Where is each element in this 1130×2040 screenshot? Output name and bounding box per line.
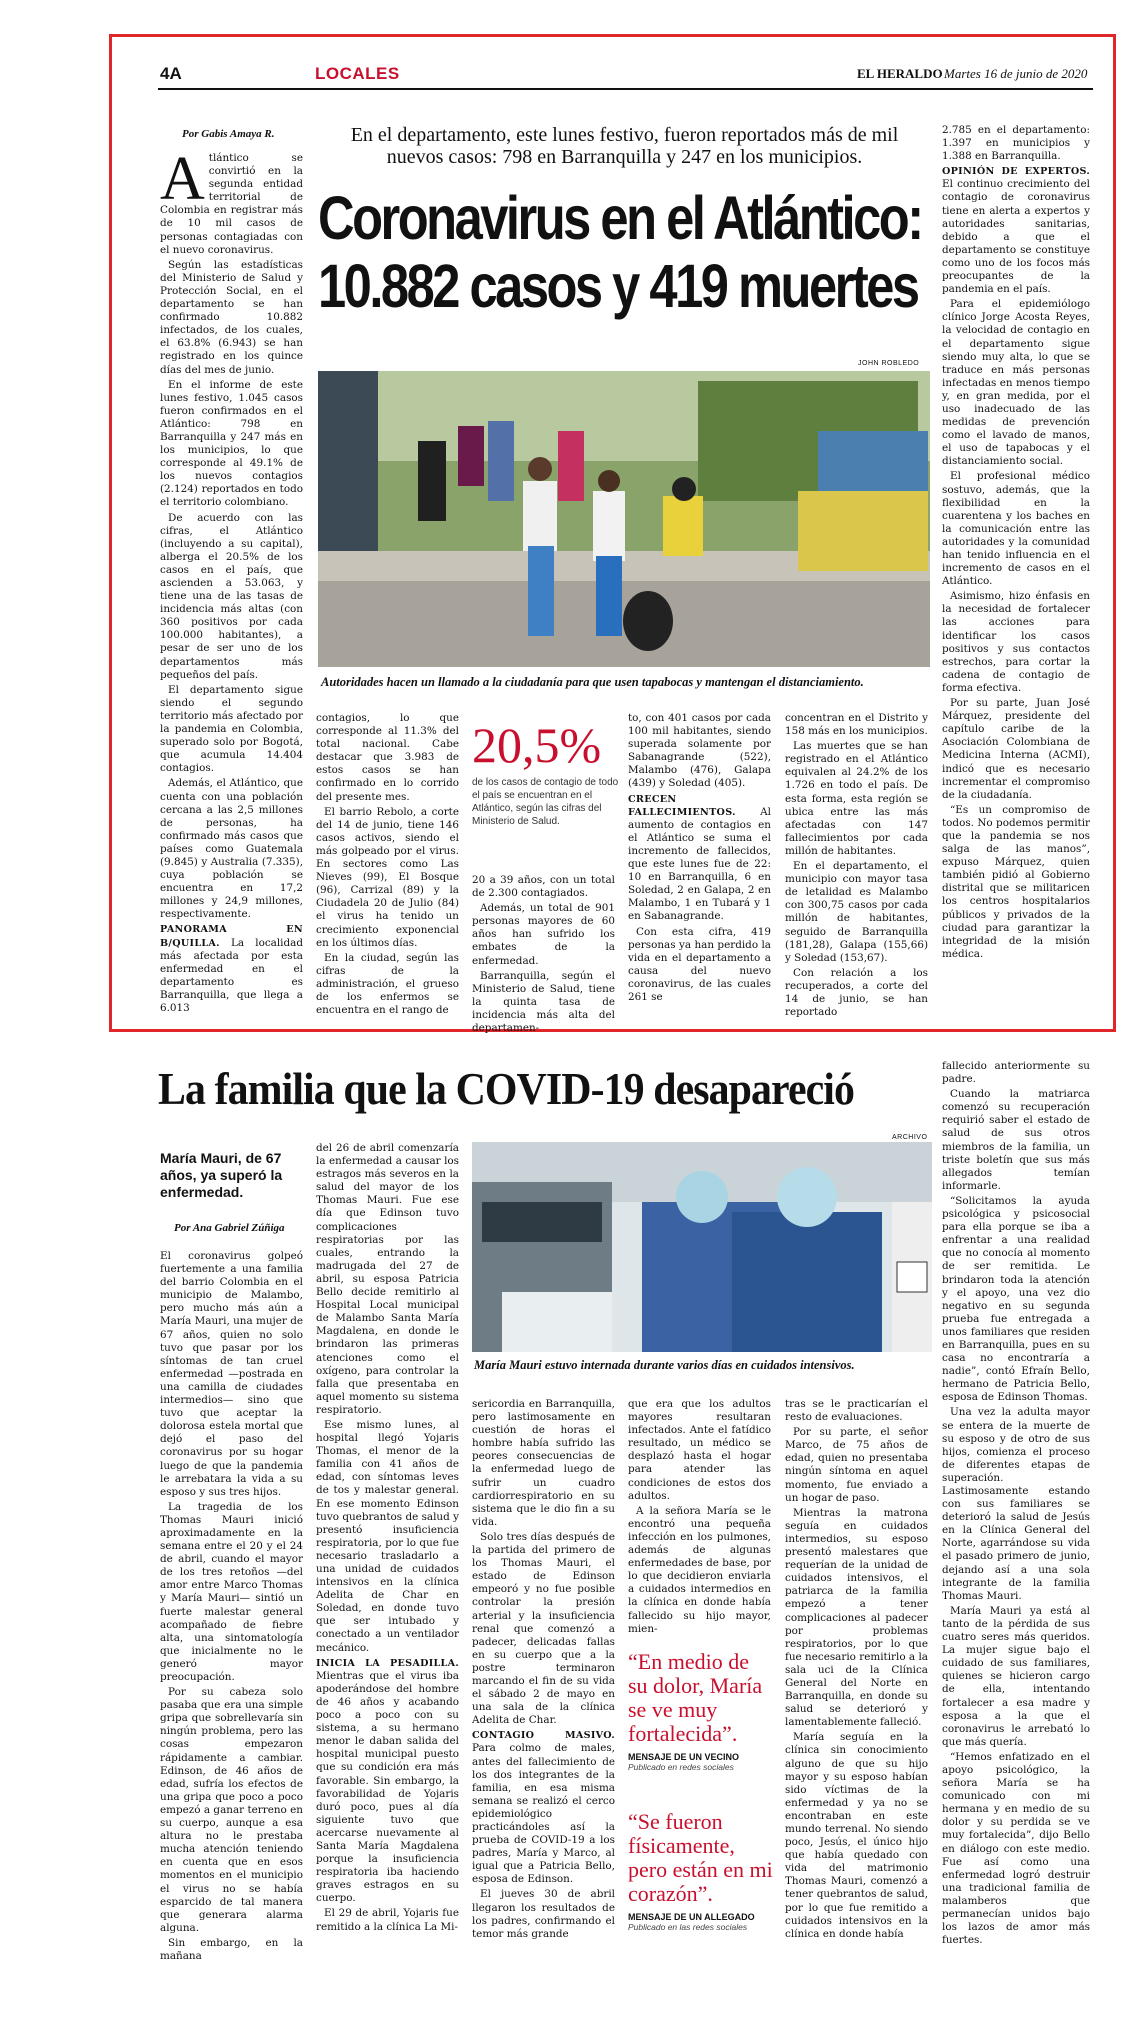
story2-deck: María Mauri, de 67 años, ya superó la enfermedad.	[160, 1150, 283, 1200]
story1-column-4	[628, 712, 771, 1006]
story2-column-1	[160, 1250, 303, 1965]
paragraph: fallecido anteriormente su padre.	[942, 1060, 1090, 1086]
paragraph: Sin embargo, en la mañana	[160, 1936, 303, 1962]
paragraph: que era que los adultos mayores resultaran infectados. Ante el fatídico resultado, un médico se desplazó hasta el hogar para atender las condiciones de estos dos adultos.	[628, 1398, 771, 1502]
page-number: 4A	[160, 64, 182, 83]
story1-column-6	[942, 124, 1090, 963]
dropcap: A	[160, 145, 205, 213]
hospital-photo	[472, 1142, 932, 1352]
paragraph: del 26 de abril comenzaría la enfermedad a causar los estragos más severos en la salud del mayor de los Thomas Mauri. Fue ese día que Edinson tuvo complicaciones respiratorias por las cuales, entrando la madrugada del 27 de abril, su esposa Patricia Bello decide remitirlo al Hospital Local municipal de Malambo Santa María Magdalena, en donde le brindaron las primeras atenciones como el oxígeno, para controlar la falla que presentaba en aquel momento su sistema respiratorio.	[316, 1142, 459, 1416]
paragraph: María Mauri ya está al tanto de la pérdida de sus cuatro seres más queridos. La mujer sigue bajo el cuidado de sus familiares, quienes se hicieron cargo de ella, intentando fortalecer a esa madre y esposa a la que el coronavirus le arrebató lo que más quería.	[942, 1604, 1090, 1748]
street-photo	[318, 371, 930, 667]
paragraph: Ese mismo lunes, al hospital llegó Yojaris Thomas, el menor de la familia con 41 años de edad, con síntomas leves de tos y malestar general. En ese momento Edinson tuvo quebrantos de salud y presentó insuficiencia respiratoria, por lo que fue necesario trasladarlo a una unidad de cuidados intensivos en la clínica Adelita de Char en Soledad, en donde tuvo que ser intubado y conectado a un ventilador mecánico.	[316, 1418, 459, 1654]
paragraph: Asimismo, hizo énfasis en la necesidad de fortalecer las acciones para identificar los casos positivos y sus contactos estrechos, para cortar la cadena de contagio de forma efectiva.	[942, 590, 1090, 694]
paragraph: concentran en el Distrito y 158 más en los municipios.	[785, 712, 928, 738]
stat-value: 20,5%	[472, 717, 602, 773]
stat-description: de los casos de contagio de todo el país se encuentran en el Atlántico, según las cifras del Ministerio de Salud.	[472, 777, 619, 827]
story1-headline	[318, 184, 922, 320]
subhead: CRECEN FALLECIMIENTOS.	[628, 793, 736, 818]
paragraph: Solo tres días después de la partida del primero de los Thomas Mauri, el estado de Edinson empeoró y no fue posible controlar la presión arterial y la insuficiencia renal que comenzó a padecer, delicadas fallas en su cuerpo que a la postre terminaron marcando el fin de su vida el sábado 2 de mayo en una sala de la clínica Adelita de Char.	[472, 1530, 615, 1727]
story2-column-4	[628, 1398, 771, 1638]
paragraph: Mientras la matrona seguía en cuidados intermedios, su esposo presentó malestares que requerían de la unidad de cuidados intensivos, el patriarca de la familia empezó a tener complicaciones al padecer por problemas respiratorios, por lo que fue necesario remitirlo a la sala uci de la Clínica General del Norte en Barranquilla, en donde su salud se deterioró y lamentablemente falleció.	[785, 1506, 928, 1729]
story1-column-1	[160, 145, 304, 1017]
paragraph: El profesional médico sostuvo, además, que la flexibilidad en la cuarentena y los baches en la comunicación entre las autoridades y la comunidad han tenido influencia en el incremento de casos en el Atlántico.	[942, 470, 1090, 588]
headline-line-1: Coronavirus en el Atlántico:	[318, 184, 922, 252]
photo-caption-2: María Mauri estuvo internada durante varios días en cuidados intensivos.	[474, 1358, 855, 1372]
paragraph: A la señora María se le encontró una pequeña infección en los pulmones, además de algunas enfermedades de base, por lo que decidieron enviarla a cuidados intermedios en la clínica en donde había fallecido su hijo mayor, mien-	[628, 1504, 771, 1635]
paragraph: “Es un compromiso de todos. No podemos permitir que la pandemia se nos salga de las manos”, expuso Márquez, quien también pidió al Gobierno distrital que se militaricen los centros hospitalarios públicos y privados de la ciudad para garantizar la integridad de la misión médica.	[942, 803, 1090, 960]
story2-column-3	[472, 1398, 615, 1943]
story1-subdeck: En el departamento, este lunes festivo, fueron reportados más de mil nuevos casos: 798 en Barranquilla y 247 en los municipios.	[350, 124, 899, 168]
headline-line-2: 10.882 casos y 419 muertes	[318, 252, 918, 320]
paragraph: Mientras que el virus iba apoderándose del hombre de 46 años y acabando poco a poco con su sistema, a su hermano menor le daban salida del hospital municipal puesto que su condición era más favorable. Sin embargo, la favorabilidad de Yojaris duró poco, pues al día siguiente tuvo que acercarse nuevamente al Santa María Magdalena porque la insuficiencia respiratoria iba haciendo graves estragos en su cuerpo.	[316, 1669, 459, 1905]
photo-credit-2: ARCHIVO	[892, 1134, 928, 1141]
story1-byline: Por Gabis Amaya R.	[182, 128, 275, 140]
story2-column-6	[942, 1060, 1090, 1949]
paragraph: tras se le practicarían el resto de evaluaciones.	[785, 1398, 928, 1424]
quote-text: “Se fueron físicamente, pero están en mi corazón”.	[628, 1809, 773, 1906]
paragraph: 20 a 39 años, con un total de 2.300 contagiados.	[472, 874, 615, 900]
paragraph: El barrio Rebolo, a corte del 14 de junio, tiene 146 casos activos, siendo el más golpeado por el virus. En sectores como Las Nieves (99), El Bosque (96), Carrizal (89) y la Ciudadela 20 de Julio (84) el virus ha tenido un crecimiento exponencial en los últimos días.	[316, 805, 459, 949]
paragraph: De acuerdo con las cifras, el Atlántico (incluyendo a su capital), alberga el 20.5% de los casos en el país, que ascienden a 53.063, y tiene una de las tasas de incidencia más altas (con 360 positivos por cada 100.000 habitantes), a pesar de ser uno de los departamentos más pequeños del país.	[160, 511, 303, 681]
photo-caption: Autoridades hacen un llamado a la ciudadanía para que usen tapabocas y mantengan el distanciamiento.	[321, 675, 864, 689]
subhead: CONTAGIO MASIVO.	[472, 1730, 615, 1742]
paragraph: El continuo crecimiento del contagio de coronavirus tiene en alerta a expertos y autoridades sanitarias, debido a que el departamento se constituye como uno de los focos más preocupantes de la pandemia en el país.	[942, 178, 1090, 296]
paragraph: María seguía en la clínica sin conocimiento alguno de que su hijo mayor y su esposo habían sido víctimas de la enfermedad y ya no se encontraban en este mundo terrenal. No siendo poco, Jesús, el único hijo que había quedado con vida del matrimonio Thomas Mauri, comenzó a tener quebrantos de salud, por lo que fue remitido a cuidados intensivos en la clínica en donde había	[785, 1731, 928, 1940]
paragraph: Con relación a los recuperados, a corte del 14 de junio, se han reportado	[785, 966, 928, 1019]
story1-column-5	[785, 712, 928, 1021]
paragraph: Por su parte, Juan José Márquez, presidente del capítulo caribe de la Asociación Colombiana de Medicina Interna (ACMI), indicó que es necesario incrementar el compromiso de la ciudadanía.	[942, 697, 1090, 801]
paragraph: En la ciudad, según las cifras de la administración, el grueso de los enfermos se encuentra en el rango de	[316, 951, 459, 1017]
quote-note: Publicado en redes sociales	[628, 1762, 734, 1772]
paragraph: Además, un total de 901 personas mayores de 60 años han sufrido los embates de la enfermedad.	[472, 902, 615, 967]
paragraph: Por su parte, el señor Marco, de 75 años de edad, quien no presentaba ningún síntoma en aquel momento, fue enviado a un hogar de paso.	[785, 1426, 928, 1504]
quote-text: “En medio de su dolor, María se ve muy fortalecida”.	[628, 1649, 763, 1746]
paragraph: En el informe de este lunes festivo, 1.045 casos fueron confirmados en el Atlántico: 798 en Barranquilla y 247 más en los municipios, lo que corresponde al 49.1% de los nuevos contagios (2.124) reportados en todo el territorio colombiano.	[160, 378, 303, 509]
paragraph: El 29 de abril, Yojaris fue remitido a la clínica La Mi-	[316, 1907, 459, 1933]
paragraph: El departamento sigue siendo el segundo territorio más afectado por la pandemia en Colombia, superado solo por Bogotá, que acumula 14.404 contagios.	[160, 683, 304, 775]
subhead: INICIA LA PESADILLA.	[316, 1657, 459, 1669]
paragraph: La localidad más afectada por esta enfermedad en el departamento es Barranquilla, que llega a 6.013	[160, 936, 303, 1014]
paragraph: to, con 401 casos por cada 100 mil habitantes, siendo superada solamente por Sabanagrande (522), Malambo (476), Galapa (439) y Soledad (405).	[628, 712, 771, 790]
paragraph: Al aumento de contagios en el Atlántico se suma el incremento de fallecidos, que este lunes fue de 22: 10 en Barranquilla, 6 en Soledad, 2 en Galapa, 2 en Malambo, 1 en Tubará y 1 en Sabanagrande.	[628, 805, 771, 923]
quote-source: MENSAJE DE UN ALLEGADO	[628, 1912, 755, 1922]
paragraph: “Hemos enfatizado en el apoyo psicológico, la señora María se ha comunicado con mi hermana y en medio de su dolor y su perdida se ve muy fortalecida”, dijo Bello en diálogo con este medio. Fue así como una enfermedad logró destruir una tradicional familia de malamberos que permanecían unidos bajo los lazos de amor más fuertes.	[942, 1750, 1090, 1947]
story2-headline: La familia que la COVID-19 desapareció	[158, 1063, 855, 1114]
story2-byline: Por Ana Gabriel Zúñiga	[174, 1222, 285, 1234]
lead-paragraph: tlántico se convirtió en la segunda entidad territorial de Colombia en registrar más de 10 mil casos de personas contagiadas con el nuevo coronavirus.	[160, 152, 303, 256]
paragraph: Para colmo de males, antes del fallecimiento de los dos integrantes de la familia, en esa misma semana se realizó el cerco epidemiológico practicándoles así la prueba de COVID-19 a los padres, María y Marco, al igual que a Patricia Bello, esposa de Edinson.	[472, 1742, 615, 1886]
paragraph: Por su cabeza solo pasaba que era una simple gripa que sobrellevaría sin ningún problema, pero las cosas empezaron rápidamente a cambiar. Edinson, de 46 años de edad, sufría los efectos de una gripa que poco a poco empezó a ganar terreno en su cuerpo, aunque a esa altura no le prestaba mucha atención teniendo en cuenta que en esos momentos en el municipio el virus no se había esparcido de tal manera que generara alarma alguna.	[160, 1686, 303, 1934]
issue-date: Martes 16 de junio de 2020	[944, 66, 1088, 81]
paragraph: En el departamento, el municipio con mayor tasa de letalidad es Malambo con 300,75 casos por cada millón de habitantes, seguido de Barranquilla (181,28), Galapa (155,66) y Soledad (153,67).	[785, 860, 928, 964]
paragraph: El coronavirus golpeó fuertemente a una familia del barrio Colombia en el municipio de Malambo, pero mucho más aún a María Mauri, una mujer de 67 años, quien no solo tuvo que pasar por los síntomas de tan cruel enfermedad —postrada en una camilla de ciudades intermedios— sino que tuvo que aceptar la dolorosa estela mortal que dejó el paso del coronavirus por su hogar luego de que la pandemia le arrebatara la vida a su esposo y sus tres hijos.	[160, 1250, 303, 1498]
newspaper-name: EL HERALDO	[857, 66, 943, 81]
paragraph: Las muertes que se han registrado en el Atlántico equivalen al 24.2% de los 1.726 en todo el país. De esta forma, esta región se ubica entre las más afectadas con 147 fallecimientos por cada millón de habitantes.	[785, 740, 928, 857]
paragraph: El jueves 30 de abril llegaron los resultados de los padres, confirmando el temor más grande	[472, 1888, 615, 1940]
paragraph: La tragedia de los Thomas Mauri inició aproximadamente en la semana entre el 20 y el 24 de abril, cuando el mayor de los tres retoños —del amor entre Marco Thomas y María Mauri— sintió un fuerte malestar general acompañado de fiebre alta, una sintomatología que inicialmente no le generó mayor preocupación.	[160, 1500, 303, 1683]
paragraph: 2.785 en el departamento: 1.397 en municipios y 1.388 en Barranquilla.	[942, 124, 1090, 163]
paragraph: Para el epidemiólogo clínico Jorge Acosta Reyes, la velocidad de contagio en el departamento sigue siendo muy alta, lo que se traduce en más personas infectadas en menos tiempo y, en gran medida, por el uso inadecuado de las medidas de prevención como el lavado de manos, el uso de tapabocas y el distanciamiento social.	[942, 298, 1090, 468]
subhead: OPINIÓN DE EXPERTOS.	[942, 166, 1090, 178]
pull-quote-1	[628, 1650, 773, 1772]
story1-column-2	[316, 712, 459, 1019]
photo-credit: JOHN ROBLEDO	[858, 360, 920, 367]
section-name: LOCALES	[315, 64, 400, 83]
paragraph: Además, el Atlántico, que cuenta con una población cercana a las 2,5 millones de personas, ha confirmado más casos que países como Guatemala (9.845) y Australia (7.335), cuya población se encuentra en 17,2 millones y 24,9 millones, respectivamente.	[160, 777, 303, 921]
paragraph: Una vez la adulta mayor se entera de la muerte de su esposo y de otro de sus hijos, comienza el proceso de diferentes etapas de superación. Lastimosamente estando con sus familiares se deterioró la salud de Jesús en la Clínica General del Norte, agarrándose su vida el pasado primero de junio, dejando así a una sola integrante de la familia Thomas Mauri.	[942, 1406, 1090, 1602]
paragraph: “Solicitamos la ayuda psicológica y psicosocial para ella porque se iba a enfrentar a una realidad que no conocía al momento de ser remitida. Le brindaron toda la atención y el apoyo, una vez dio negativo en su segunda prueba fue entregada a unos familiares que residen en Barranquilla, pues en su casa no encontraría a nadie”, contó Efraín Bello, hermano de Patricia Bello, esposa de Edinson Thomas.	[942, 1194, 1090, 1404]
paragraph: Cuando la matriarca comenzó su recuperación requirió saber el estado de salud de sus otros miembros de la familia, un triste boletín que sus más allegados temían informarle.	[942, 1088, 1090, 1192]
paragraph: Barranquilla, según el Ministerio de Salud, tiene la quinta tasa de incidencia más alta del departamen-	[472, 969, 615, 1035]
quote-source: MENSAJE DE UN VECINO	[628, 1752, 740, 1762]
story1-column-3	[472, 874, 615, 1037]
pull-quote-2	[628, 1810, 773, 1932]
story2-column-5	[785, 1398, 928, 1943]
paragraph: Según las estadísticas del Ministerio de Salud y Protección Social, en el departamento se han confirmado 10.882 infectados, de los cuales, el 63.8% (6.943) se han registrado en los quince días del mes de junio.	[160, 258, 303, 376]
quote-note: Publicado en las redes sociales	[628, 1922, 748, 1932]
paragraph: sericordia en Barranquilla, pero lastimosamente en cuestión de horas el hombre había sufrido las peores consecuencias de la enfermedad luego de sufrir un cuadro cardiorrespiratorio en su sistema que le dio fin a su vida.	[472, 1398, 615, 1528]
paragraph: contagios, lo que corresponde al 11.3% del total nacional. Cabe destacar que 3.983 de estos casos se han confirmado en lo corrido del presente mes.	[316, 712, 459, 803]
subhead: PANORAMA EN B/QUILLA.	[160, 924, 303, 949]
story2-column-2	[316, 1142, 459, 1936]
paragraph: Con esta cifra, 419 personas ya han perdido la vida en el departamento a causa del nuevo coronavirus, de las cuales 261 se	[628, 925, 771, 1003]
